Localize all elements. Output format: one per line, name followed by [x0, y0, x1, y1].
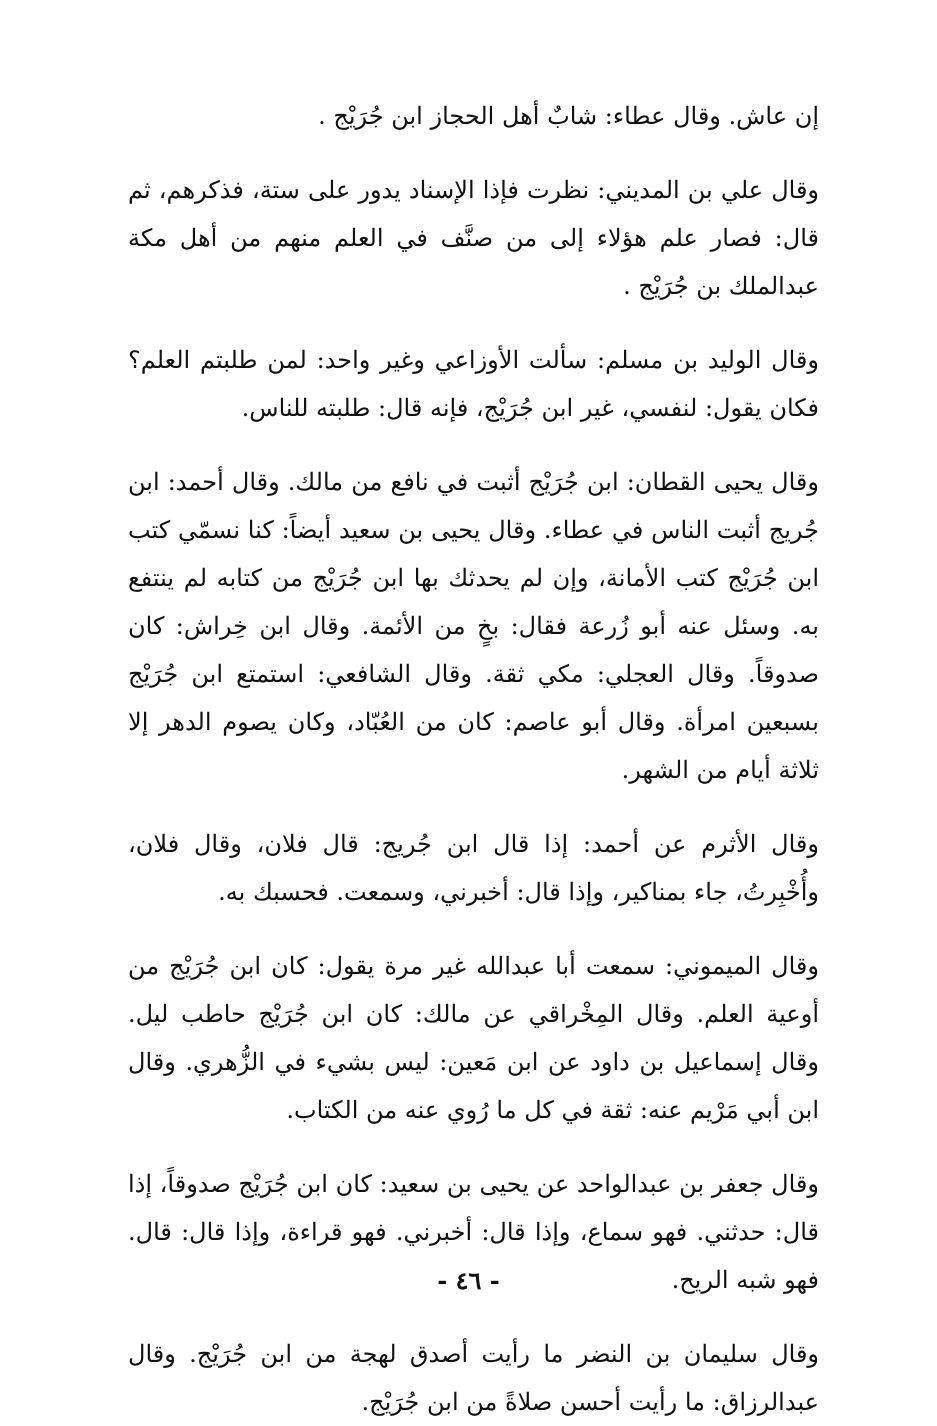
paragraph-4: وقال يحيى القطان: ابن جُرَيْج أثبت في نافع من مالك. وقال أحمد: ابن جُريج أثبت الناس في عطاء. وقال يحيى بن سعيد أيضاً: كنا نسمّي كتب ابن جُرَيْج كتب الأمانة، وإن لم يحدثك بها ابن جُرَيْج من كتابه لم ينتفع به. وسئل عنه أبو زُرعة فقال: بخٍ من الأئمة. وقال ابن خِراش: كان صدوقاً. وقال العجلي: مكي ثقة. وقال الشافعي: استمتع ابن جُرَيْج بسبعين امرأة. وقال أبو عاصم: كان من العُبّاد، وكان يصوم الدهر إلا ثلاثة أيام من الشهر. [128, 468, 819, 784]
paragraph-8: وقال سليمان بن النضر ما رأيت أصدق لهجة من ابن جُرَيْج. وقال عبدالرزاق: ما رأيت أحسن صلاةً من ابن جُرَيْج. [128, 1340, 820, 1416]
paragraph-3: وقال الوليد بن مسلم: سألت الأوزاعي وغير واحد: لمن طلبتم العلم؟ فكان يقول: لنفسي، غير ابن جُرَيْج، فإنه قال: طلبته للناس. [128, 346, 819, 422]
paragraph-7: وقال جعفر بن عبدالواحد عن يحيى بن سعيد: كان ابن جُرَيْج صدوقاً، إذا قال: حدثني. فهو سماع، وإذا قال: أخبرني. فهو قراءة، وإذا قال: قال. فهو شبه الريح. [128, 1170, 819, 1294]
paragraph-6: وقال الميموني: سمعت أبا عبدالله غير مرة يقول: كان ابن جُرَيْج من أوعية العلم. وقال المِخْراقي عن مالك: كان ابن جُرَيْج حاطب ليل. وقال إسماعيل بن داود عن ابن مَعين: ليس بشيء في الزُّهري. وقال ابن أبي مَرْيم عنه: ثقة في كل ما رُوي عنه من الكتاب. [128, 952, 819, 1124]
paragraph-5: وقال الأثرم عن أحمد: إذا قال ابن جُريج: قال فلان، وقال فلان، وأُخْبِرتُ، جاء بمناكير، وإذا قال: أخبرني، وسمعت. فحسبك به. [128, 830, 819, 906]
paragraph-1: إن عاش. وقال عطاء: شابٌ أهل الحجاز ابن جُرَيْج . [318, 102, 819, 130]
page-number: - ٤٦ - [437, 1266, 500, 1295]
paragraph-2: وقال علي بن المديني: نظرت فإذا الإسناد يدور على ستة، فذكرهم، ثم قال: فصار علم هؤلاء إلى من صنَّف في العلم منهم من أهل مكة عبدالملك بن جُرَيْج . [128, 176, 820, 300]
